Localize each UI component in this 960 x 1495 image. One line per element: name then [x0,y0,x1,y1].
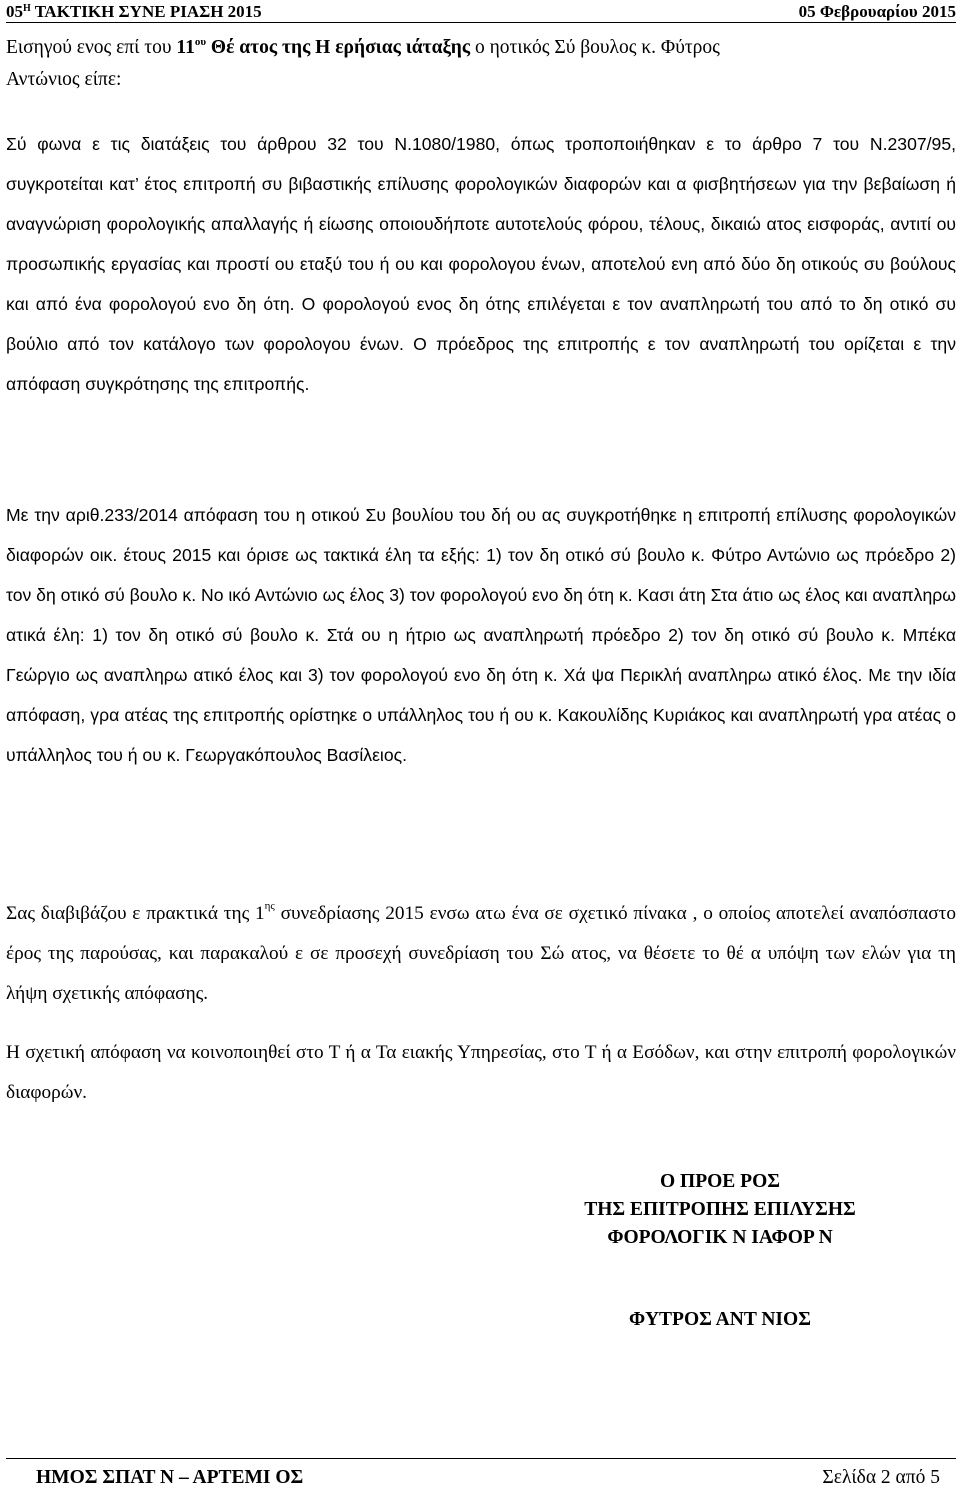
intro-speaker: ο ηοτικός Σύ βουλος κ. Φύτρος [470,37,720,58]
ordinal-suffix: ης [264,900,275,912]
session-date: 05 Φεβρουαρίου 2015 [798,2,956,21]
session-number: 05 [6,2,23,21]
session-title [6,2,262,22]
session-number-suffix: Η [23,3,31,14]
transmittal-rest: συνεδρίασης 2015 ενσω ατω ένα σε σχετικό πίνακα , ο οποίος αποτελεί αναπόσπαστο έρος της παρούσας, και παρακαλού ε σε προσεχή συνεδρίαση του Σώ ατος, να θέσετε το θέ α υπόψη των ελών για τη λήψη σχετικής απόφασης. [6,903,956,1004]
page-footer [6,1458,956,1493]
paragraph-transmittal [6,886,956,1014]
signature-line-3: ΦΟΡΟΛΟΓΙΚ Ν ΙΑΦΟΡ Ν [607,1227,833,1248]
signature-line-1: Ο ΠΡΟΕ ΡΟΣ [660,1171,780,1192]
paragraph-committee-composition: Με την αριθ.233/2014 απόφαση του η οτικού Συ βουλίου του δή ου ας συγκροτήθηκε η επιτροπή επίλυσης φορολογικών διαφορών οικ. έτους 2015 και όρισε ως τακτικά έλη τα εξής: 1) τον δη οτικό σύ βουλο κ. Φύτρο Αντώνιο ως πρόεδρο 2) τον δη οτικό σύ βουλο κ. Νο ικό Αντώνιο ως έλος 3) τον φορολογού ενο δη ότη κ. Κασι άτη Στα άτιο ως έλος και αναπληρω ατικά έλη: 1) τον δη οτικό σύ βουλο κ. Στά ου η ήτριο ως αναπληρωτή πρόεδρο 2) τον δη οτικό σύ βουλο κ. Μπέκα Γεώργιο ως αναπληρω ατικό έλος και 3) τον φορολογού ενο δη ότη κ. Χά ψα Περικλή αναπληρω ατικό έλος. Με την ιδία απόφαση, γρα ατέας της επιτροπής ορίστηκε ο υπάλληλος του ή ου κ. Κακουλίδης Κυριάκος και αναπληρωτή γρα ατέας ο υπάλληλος του ή ου κ. Γεωργακόπουλος Βασίλειος. [6,505,956,765]
agenda-item-number: 11 [176,37,195,58]
transmittal-lead: Σας διαβιβάζου ε πρακτικά της 1 [6,903,265,924]
municipality-name: ΗΜΟΣ ΣΠΑΤ Ν – ΑΡΤΕΜΙ ΟΣ [36,1467,304,1488]
agenda-item [176,37,470,58]
signature-block [440,1168,960,1252]
intro-text [6,26,956,96]
page-header [6,2,956,23]
session-title-text: ΤΑΚΤΙΚΗ ΣΥΝΕ ΡΙΑΣΗ 2015 [30,2,262,21]
signature-line-2: ΤΗΣ ΕΠΙΤΡΟΠΗΣ ΕΠΙΛΥΣΗΣ [584,1199,856,1220]
paragraph-legal-basis: Σύ φωνα ε τις διατάξεις του άρθρου 32 του Ν.1080/1980, όπως τροποποιήθηκαν ε το άρθρο 7 του Ν.2307/95, συγκροτείται κατ’ έτος επιτροπή συ βιβαστικής επίλυσης φορολογικών διαφορών και α φισβητήσεων για την βεβαίωση ή αναγνώριση φορολογικής απαλλαγής ή είωσης οποιουδήποτε αυτοτελούς φόρου, τέλους, δικαιώ ατος εισφοράς, αντιτί ου προσωπικής εργασίας και προστί ου εταξύ του ή ου και φορολογου ένων, αποτελού ενη από δύο δη οτικούς συ βούλους και από ένα φορολογού ενο δη ότη. Ο φορολογού ενος δη ότης επιλέγεται ε τον αναπληρωτή του από το δη οτικό συ βούλιο από τον κατάλογο των φορολογου ένων. Ο πρόεδρος της επιτροπής ε τον αναπληρωτή του ορίζεται ε την απόφαση συγκρότησης της επιτροπής. [6,134,956,394]
agenda-item-suffix: ου [194,36,207,48]
paragraph-notification: Η σχετική απόφαση να κοινοποιηθεί στο Τ ή α Τα ειακής Υπηρεσίας, στο Τ ή α Εσόδων, και στην επιτροπή φορολογικών διαφορών. [6,1042,956,1103]
page-number: Σελίδα 2 από 5 [822,1467,940,1488]
signatory-name: ΦΥΤΡΟΣ ΑΝΤ ΝΙΟΣ [629,1309,811,1330]
agenda-item-title: Θέ ατος της Η ερήσιας ιάταξης [206,37,471,58]
intro-said: Αντώνιος είπε: [6,69,122,90]
intro-lead: Εισηγού ενος επί του [6,37,177,58]
